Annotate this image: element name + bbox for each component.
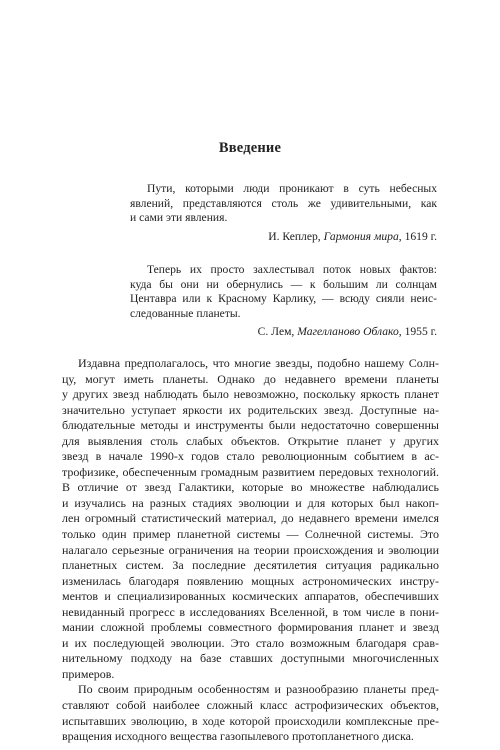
paragraph (62, 356, 439, 682)
epigraph-year: , 1955 г. (398, 325, 437, 339)
paragraph-line: нительному подходу на базе ставших доступными многочисленных (62, 651, 439, 666)
paragraph-line: значительно уступает яркости их родительских звезд. Доступные на- (62, 402, 439, 417)
paragraph-line: испытавших эволюцию, в ходе которой происходили комплексные пре- (62, 713, 439, 728)
epigraph-year: , 1619 г. (398, 229, 437, 243)
paragraph-line: только один пример планетной системы — Солнечной системы. Это (62, 527, 439, 542)
epigraph-line: Теперь их просто захлестывал поток новых фактов: (147, 263, 437, 276)
paragraph (62, 682, 439, 744)
paragraph-line: ставляют собой наиболее сложный класс астрофизических объектов, (62, 698, 439, 713)
epigraph-line: явлений, представляются столь же удивительными, как (130, 196, 437, 210)
paragraph-line: ментов и специализированных космических аппаратов, обеспечивших (62, 589, 439, 604)
paragraph-line: Издавна предполагалось, что многие звезды, подобно нашему Солн- (78, 356, 439, 370)
epigraph-work: Гармония мира (323, 229, 399, 243)
epigraph-author: С. Лем, (257, 325, 295, 339)
paragraph-line: для выявления столь слабых объектов. Открытие планет у других (62, 433, 439, 448)
body-text (62, 356, 439, 745)
paragraph-line: По своим природным особенностям и разнообразию планеты пред- (78, 682, 439, 697)
epigraph-lem (130, 263, 437, 340)
paragraph-line: примеров. (62, 666, 115, 681)
epigraph-kepler (130, 182, 437, 244)
paragraph-line: вращения исходного вещества газопылевого протопланетного диска. (62, 729, 414, 744)
paragraph-line: у других звезд наблюдать было невозможно, поскольку яркость планет (62, 387, 439, 402)
epigraph-line: и сами эти явления. (130, 211, 228, 225)
epigraph-work: Магелланово Облако (297, 325, 399, 339)
paragraph-line: налагало серьезные ограничения на теории происхождения и эволюции (62, 542, 439, 557)
paragraph-line: цу, могут иметь планеты. Однако до недавнего времени планеты (62, 371, 439, 386)
epigraph-attribution (130, 230, 437, 245)
paragraph-line: В отличие от звезд Галактики, которые во множестве наблюдались (62, 480, 439, 495)
paragraph-line: невиданный прогресс в исследованиях Вселенной, в том числе в пони- (62, 604, 439, 619)
paragraph-line: лен огромный статистический материал, до недавнего времени имелся (62, 511, 439, 526)
epigraph-line: Центавра или к Красному Карлику, — всюду сияли неис- (130, 292, 437, 306)
paragraph-line: планетных систем. За последние десятилетия ситуация радикально (62, 558, 439, 573)
epigraph-line: следованные планеты. (130, 306, 241, 320)
epigraph-attribution (130, 325, 437, 340)
paragraph-line: и их последующей эволюции. Это стало возможным благодаря срав- (62, 635, 439, 650)
epigraph-line: Пути, которыми люди проникают в суть небесных (147, 182, 437, 195)
paragraph-line: мании сложной проблемы совместного формирования планет и звезд (62, 620, 439, 635)
paragraph-line: звезд в начале 1990-х годов стало революционным событием в ас- (62, 449, 439, 464)
paragraph-line: трофизике, обеспеченным громадным развитием передовых технологий. (62, 464, 439, 479)
paragraph-line: блюдательные методы и инструменты были недостаточно совершенны (62, 418, 439, 433)
chapter-title: Введение (218, 140, 282, 156)
paragraph-line: и изучались на разных стадиях эволюции и для которых был накоп- (62, 495, 439, 510)
epigraph-author: И. Кеплер, (268, 229, 321, 243)
epigraph-line: куда бы они ни обернулись — к большим ли солнцам (130, 277, 437, 291)
paragraph-line: изменилась благодаря появлению мощных астрономических инстру- (62, 573, 439, 588)
